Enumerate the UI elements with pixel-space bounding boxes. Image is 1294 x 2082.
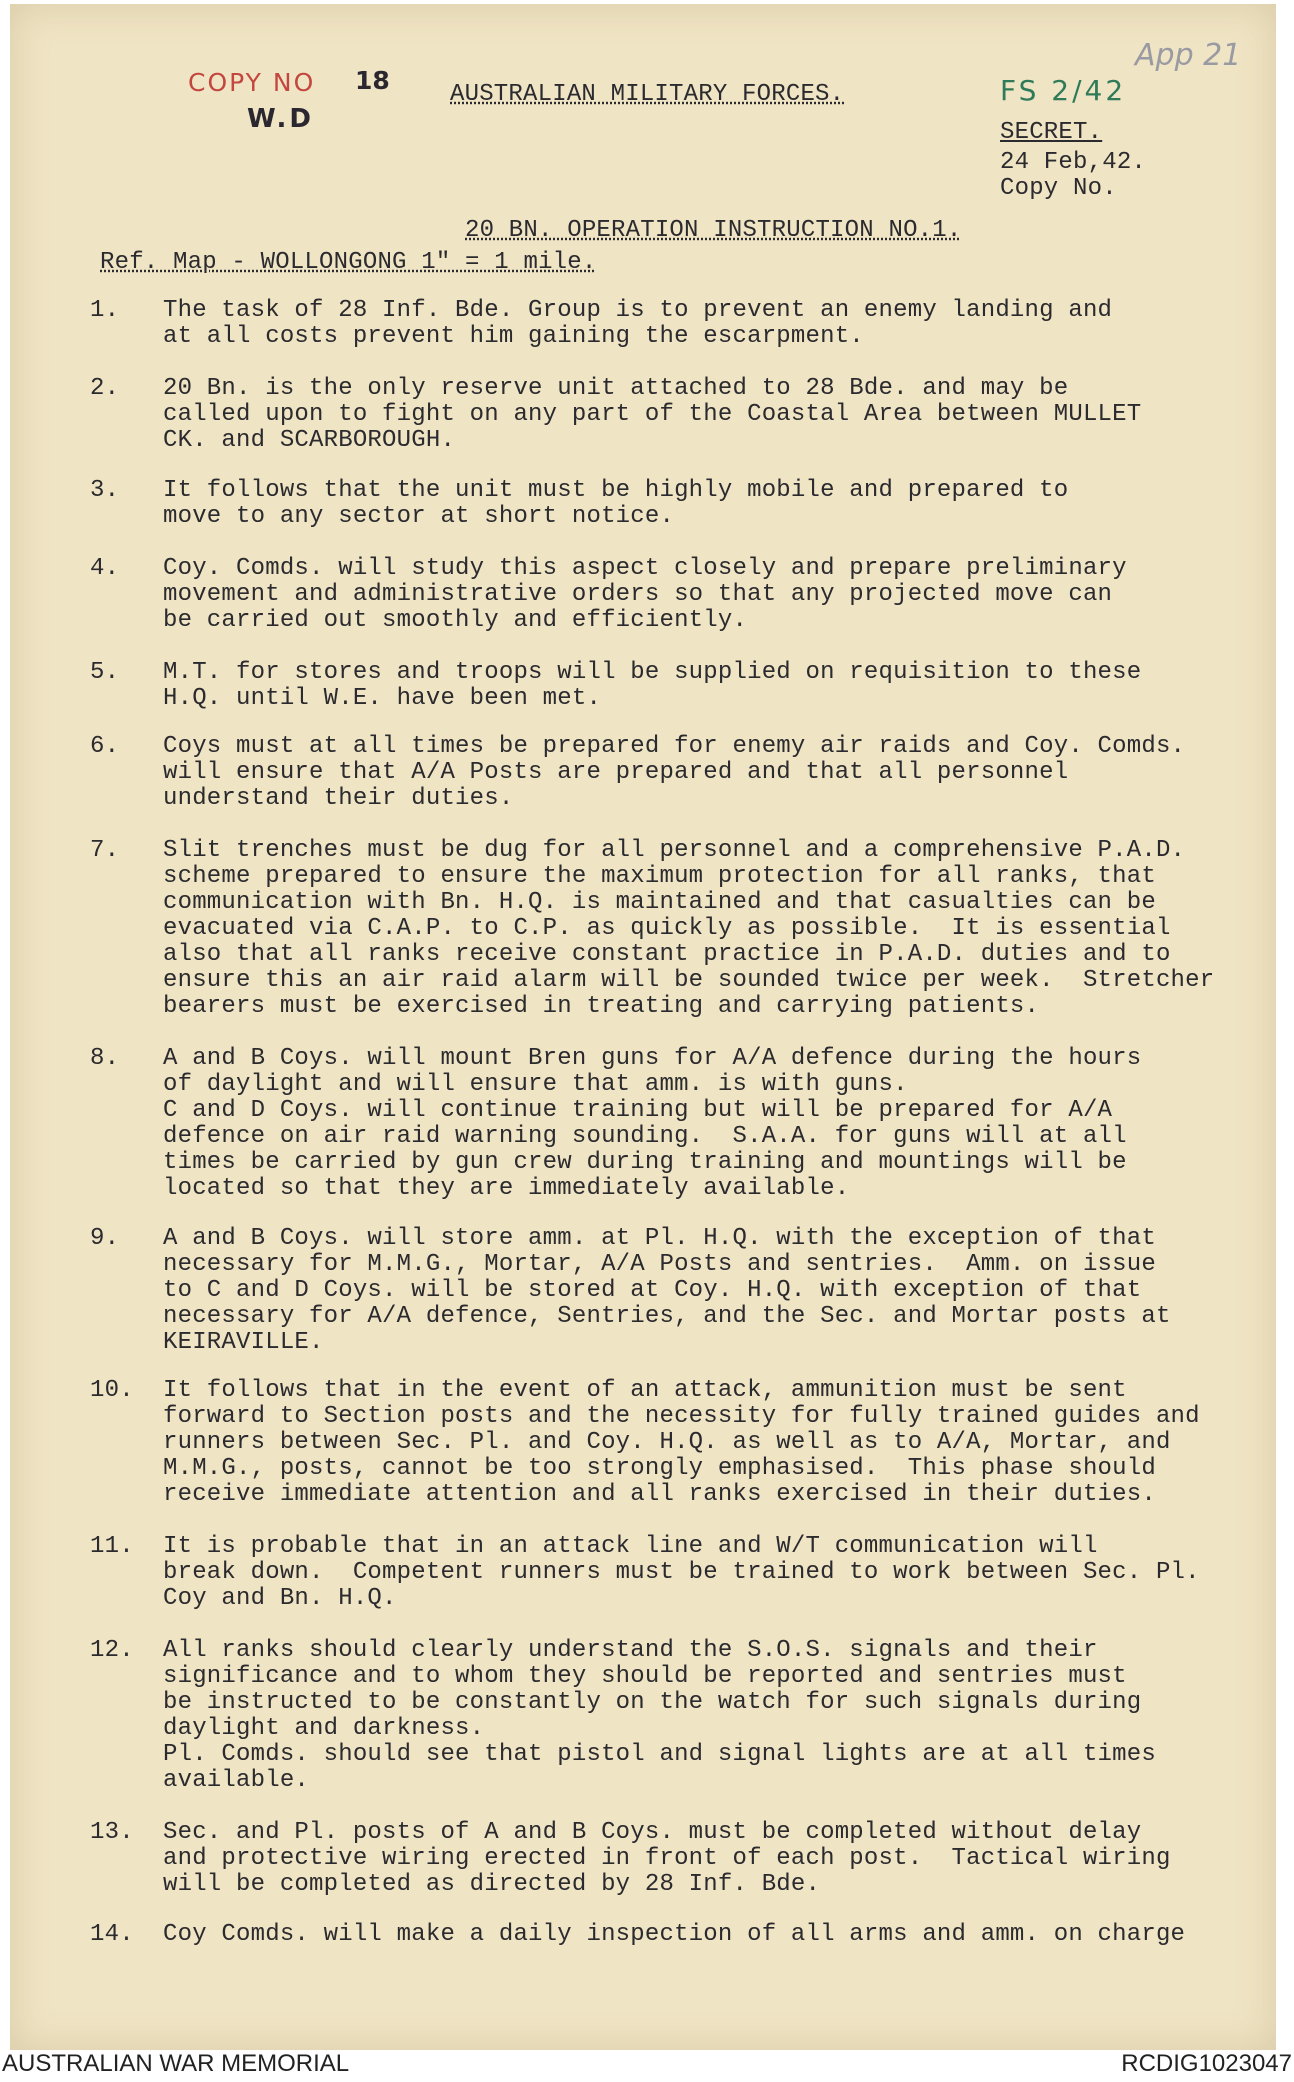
copy-number-line: Copy No. xyxy=(1000,175,1117,202)
document-date: 24 Feb,42. xyxy=(1000,149,1147,176)
paragraph-text: Coy. Comds. will study this aspect closely and prepare preliminary movement and administrative orders so that any projected move can be carried out smoothly and efficiently. xyxy=(163,555,1127,634)
paragraph-text: All ranks should clearly understand the S.O.S. signals and their significance and to whom they should be reported and sentries must be instructed to be constantly on the watch for such signals during daylight and darkness. Pl. Comds. should see that pistol and signal lights are at all times available. xyxy=(163,1637,1156,1794)
paragraph-text: Coy Comds. will make a daily inspection of all arms and amm. on charge xyxy=(163,1921,1186,1948)
copy-number-stamp: COPY NO xyxy=(188,68,316,97)
paragraph-text: Coys must at all times be prepared for enemy air raids and Coy. Comds. will ensure that A/A Posts are prepared and that all personnel understand their duties. xyxy=(163,733,1186,812)
paragraph-text: 20 Bn. is the only reserve unit attached to 28 Bde. and may be called upon to fight on any part of the Coastal Area between MULLET CK. and SCARBOROUGH. xyxy=(163,375,1142,454)
paragraph-text: It follows that the unit must be highly mobile and prepared to move to any sector at short notice. xyxy=(163,477,1069,530)
paragraph-text: A and B Coys. will store amm. at Pl. H.Q. with the exception of that necessary for M.M.G., Mortar, A/A Posts and sentries. Amm. on issue to C and D Coys. will be stored at Coy. H.Q. with exception of that necessary for A/A defence, Sentries, and the Sec. and Mortar posts at KEIRAVILLE. xyxy=(163,1225,1171,1356)
paragraph-number: 7. xyxy=(90,837,120,864)
document-page xyxy=(10,4,1276,2050)
paragraph-text: Sec. and Pl. posts of A and B Coys. must be completed without delay and protective wiring erected in front of each post. Tactical wiring will be completed as directed by 28 Inf. Bde. xyxy=(163,1819,1171,1898)
paragraph-number: 2. xyxy=(90,375,120,402)
paragraph-number: 8. xyxy=(90,1045,120,1072)
paragraph-number: 10. xyxy=(90,1377,134,1404)
copy-number-value: 18 xyxy=(355,66,390,95)
paragraph-text: A and B Coys. will mount Bren guns for A/A defence during the hours of daylight and will ensure that amm. is with guns. C and D Coys. will continue training but will be prepared for A/A defence on air raid warning sounding. S.A.A. for guns will at all times be carried by gun crew during training and mountings will be located so that they are immediately available. xyxy=(163,1045,1142,1202)
war-diary-mark: W.D xyxy=(247,104,315,134)
paragraph-number: 14. xyxy=(90,1921,134,1948)
paragraph-number: 3. xyxy=(90,477,120,504)
classification-label: SECRET. xyxy=(1000,119,1103,146)
paragraph-number: 12. xyxy=(90,1637,134,1664)
paragraph-text: It follows that in the event of an attack, ammunition must be sent forward to Section posts and the necessity for fully trained guides and runners between Sec. Pl. and Coy. H.Q. as well as to A/A, Mortar, and M.M.G., posts, cannot be too strongly emphasised. This phase should receive immediate attention and all ranks exercised in their duties. xyxy=(163,1377,1200,1508)
paragraph-number: 5. xyxy=(90,659,120,686)
paragraph-number: 1. xyxy=(90,297,120,324)
paragraph-text: M.T. for stores and troops will be supplied on requisition to these H.Q. until W.E. have been met. xyxy=(163,659,1142,712)
paragraph-text: It is probable that in an attack line and W/T communication will break down. Competent runners must be trained to work between Sec. Pl. Coy and Bn. H.Q. xyxy=(163,1533,1200,1612)
appendix-annotation: App 21 xyxy=(1135,38,1242,73)
paragraph-text: Slit trenches must be dug for all personnel and a comprehensive P.A.D. scheme prepared to ensure the maximum protection for all ranks, that communication with Bn. H.Q. is maintained and that casualties can be evacuated via C.A.P. to C.P. as quickly as possible. It is essential also that all ranks receive constant practice in P.A.D. duties and to ensure this an air raid alarm will be sounded twice per week. Stretcher bearers must be exercised in treating and carrying patients. xyxy=(163,837,1215,1020)
paragraph-number: 4. xyxy=(90,555,120,582)
archive-credit: AUSTRALIAN WAR MEMORIAL xyxy=(2,2050,350,2077)
paragraph-number: 11. xyxy=(90,1533,134,1560)
instruction-title: 20 BN. OPERATION INSTRUCTION NO.1. xyxy=(465,217,962,244)
file-reference: FS 2/42 xyxy=(1000,74,1127,107)
paragraph-number: 9. xyxy=(90,1225,120,1252)
paragraph-text: The task of 28 Inf. Bde. Group is to prevent an enemy landing and at all costs prevent him gaining the escarpment. xyxy=(163,297,1113,350)
paragraph-number: 13. xyxy=(90,1819,134,1846)
archive-identifier: RCDIG1023047 xyxy=(1121,2050,1292,2077)
paragraph-number: 6. xyxy=(90,733,120,760)
reference-map: Ref. Map - WOLLONGONG 1" = 1 mile. xyxy=(100,249,597,276)
organisation-heading: AUSTRALIAN MILITARY FORCES. xyxy=(450,81,845,108)
